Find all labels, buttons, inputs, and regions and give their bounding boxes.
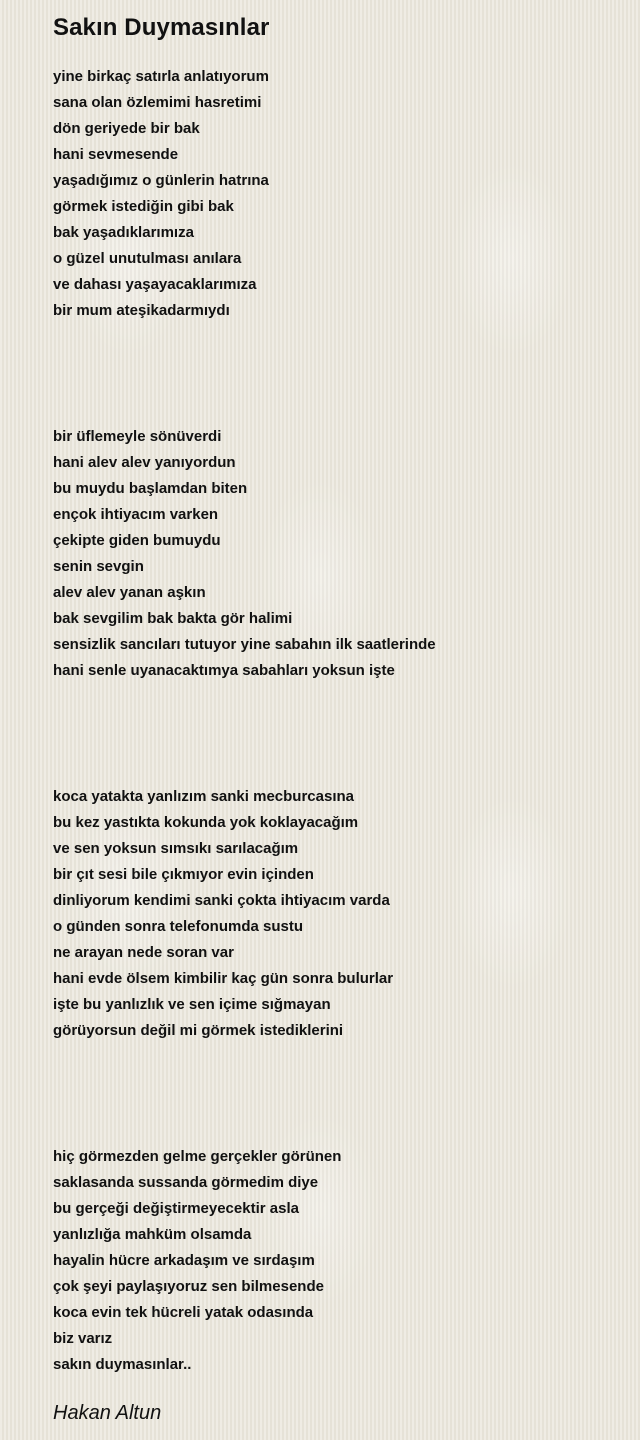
poem-line: o günden sonra telefonumda sustu <box>53 918 304 935</box>
poem-line: hani sevmesende <box>53 146 179 163</box>
poem-line: bu muydu başlamdan biten <box>53 480 248 497</box>
poem-line: hani alev alev yanıyordun <box>53 454 236 471</box>
poem-line: hani senle uyanacaktımya sabahları yoksun işte <box>53 662 395 679</box>
poem-line: yine birkaç satırla anlatıyorum <box>53 68 269 85</box>
poem-line: hani evde ölsem kimbilir kaç gün sonra bulurlar <box>53 970 394 987</box>
poem-line: ve dahası yaşayacaklarımıza <box>53 276 257 293</box>
poem-line: ençok ihtiyacım varken <box>53 506 219 523</box>
poem-line: yanlızlığa mahküm olsamda <box>53 1226 252 1243</box>
poem-line: bir üflemeyle sönüverdi <box>53 428 222 445</box>
poem-author: Hakan Altun <box>53 1402 162 1424</box>
poem-line: dön geriyede bir bak <box>53 120 200 137</box>
poem-line: o güzel unutulması anılara <box>53 250 242 267</box>
poem-line: hayalin hücre arkadaşım ve sırdaşım <box>53 1252 315 1269</box>
poem-title: Sakın Duymasınlar <box>53 14 270 41</box>
poem-line: sensizlik sancıları tutuyor yine sabahın ilk saatlerinde <box>53 636 436 653</box>
poem-line: bak yaşadıklarımıza <box>53 224 194 241</box>
poem-line: yaşadığımız o günlerin hatrına <box>53 172 269 189</box>
poem-line: bu gerçeği değiştirmeyecektir asla <box>53 1200 299 1217</box>
poem-line: sana olan özlemimi hasretimi <box>53 94 262 111</box>
poem-stanza <box>53 64 613 324</box>
poem-line: çok şeyi paylaşıyoruz sen bilmesende <box>53 1278 324 1295</box>
poem-line: ne arayan nede soran var <box>53 944 234 961</box>
poem-line: senin sevgin <box>53 558 144 575</box>
poem-line: hiç görmezden gelme gerçekler görünen <box>53 1148 342 1165</box>
poem-line: alev alev yanan aşkın <box>53 584 206 601</box>
poem-line: koca evin tek hücreli yatak odasında <box>53 1304 314 1321</box>
poem-line: koca yatakta yanlızım sanki mecburcasına <box>53 788 354 805</box>
poem-line: görmek istediğin gibi bak <box>53 198 234 215</box>
poem-line: ve sen yoksun sımsıkı sarılacağım <box>53 840 299 857</box>
poem-line: bu kez yastıkta kokunda yok koklayacağım <box>53 814 359 831</box>
poem-stanza <box>53 784 613 1044</box>
poem-stanza <box>53 424 613 684</box>
poem-line: dinliyorum kendimi sanki çokta ihtiyacım varda <box>53 892 390 909</box>
poem-page <box>53 0 613 1425</box>
poem-stanza <box>53 1144 613 1378</box>
poem-line: sakın duymasınlar.. <box>53 1356 192 1373</box>
poem-line: biz varız <box>53 1330 113 1347</box>
poem-line: çekipte giden bumuydu <box>53 532 221 549</box>
poem-body <box>53 64 613 1378</box>
poem-line: bir mum ateşikadarmıydı <box>53 302 230 319</box>
poem-line: görüyorsun değil mi görmek istediklerini <box>53 1022 344 1039</box>
poem-line: bak sevgilim bak bakta gör halimi <box>53 610 293 627</box>
poem-line: işte bu yanlızlık ve sen içime sığmayan <box>53 996 331 1013</box>
poem-line: saklasanda sussanda görmedim diye <box>53 1174 319 1191</box>
poem-line: bir çıt sesi bile çıkmıyor evin içinden <box>53 866 314 883</box>
